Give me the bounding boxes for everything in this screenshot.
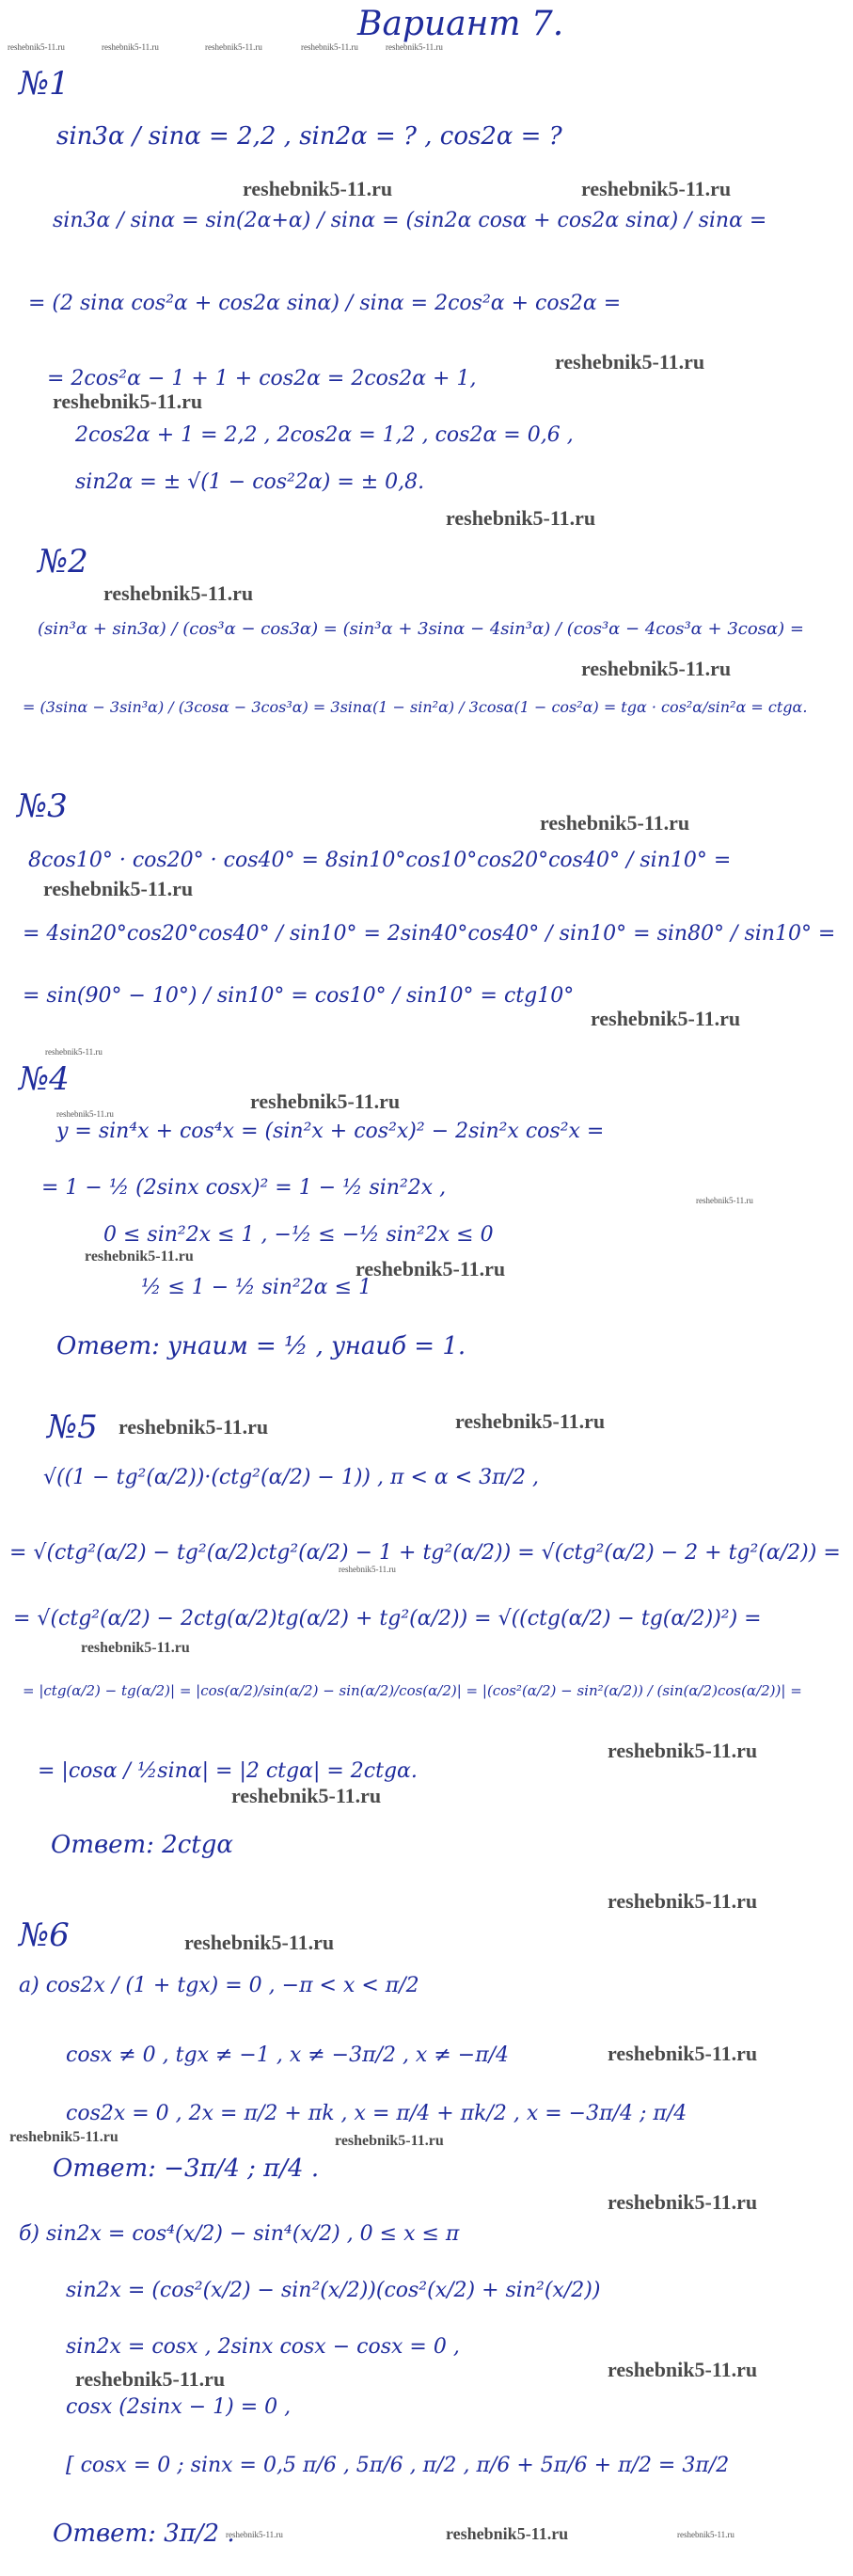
watermark: reshebnik5-11.ru bbox=[608, 2358, 758, 2381]
small-watermark: reshebnik5-11.ru bbox=[696, 1196, 753, 1205]
watermark: reshebnik5-11.ru bbox=[231, 1784, 382, 1807]
watermark: reshebnik5-11.ru bbox=[118, 1415, 269, 1439]
watermark: reshebnik5-11.ru bbox=[75, 2367, 226, 2391]
small-watermark: reshebnik5-11.ru bbox=[339, 1565, 396, 1574]
problem-label: №1 bbox=[19, 65, 70, 103]
small-watermark: reshebnik5-11.ru bbox=[56, 1109, 114, 1119]
answer-line: Ответ: yнаим = ½ , yнаиб = 1. bbox=[56, 1332, 466, 1360]
answer-line: Ответ: 3π/2 . bbox=[53, 2520, 235, 2548]
watermark: reshebnik5-11.ru bbox=[53, 390, 203, 413]
small-watermark: reshebnik5-11.ru bbox=[8, 42, 65, 52]
watermark: reshebnik5-11.ru bbox=[43, 877, 194, 900]
solution-line: = (2 sinα cos²α + cos2α sinα) / sinα = 2cos²α + cos2α = bbox=[28, 292, 622, 315]
watermark: reshebnik5-11.ru bbox=[581, 177, 732, 200]
watermark: reshebnik5-11.ru bbox=[446, 506, 596, 530]
watermark: reshebnik5-11.ru bbox=[355, 1257, 506, 1280]
solution-line: √((1 − tg²(α/2))·(ctg²(α/2) − 1)) , π < α < 3π/2 , bbox=[43, 1466, 540, 1489]
answer-line: Ответ: −3π/4 ; π/4 . bbox=[53, 2155, 320, 2183]
solution-line: = 4sin20°cos20°cos40° / sin10° = 2sin40°cos40° / sin10° = sin80° / sin10° = bbox=[23, 922, 836, 946]
page-title: Вариант 7. bbox=[357, 5, 564, 43]
watermark: reshebnik5-11.ru bbox=[540, 811, 690, 835]
solution-line: = √(ctg²(α/2) − tg²(α/2)ctg²(α/2) − 1 + tg²(α/2)) = √(ctg²(α/2) − 2 + tg²(α/2)) = bbox=[9, 1541, 841, 1565]
watermark: reshebnik5-11.ru bbox=[455, 1409, 606, 1433]
problem-label: №3 bbox=[17, 787, 68, 825]
problem-given: sin3α / sinα = 2,2 , sin2α = ? , cos2α = ? bbox=[56, 122, 562, 151]
solution-line: = sin(90° − 10°) / sin10° = cos10° / sin10° = ctg10° bbox=[23, 984, 575, 1008]
watermark: reshebnik5-11.ru bbox=[581, 657, 732, 680]
small-watermark: reshebnik5-11.ru bbox=[677, 2530, 735, 2539]
watermark: reshebnik5-11.ru bbox=[608, 1889, 758, 1913]
watermark: reshebnik5-11.ru bbox=[184, 1931, 335, 1954]
solution-line: [ cosx = 0 ; sinx = 0,5 π/6 , 5π/6 , π/2 , π/6 + 5π/6 + π/2 = 3π/2 bbox=[66, 2454, 730, 2477]
watermark: reshebnik5-11.ru bbox=[335, 2133, 444, 2149]
problem-label: №2 bbox=[38, 543, 88, 580]
solution-line: a) cos2x / (1 + tgx) = 0 , −π < x < π/2 bbox=[19, 1974, 419, 1997]
watermark: reshebnik5-11.ru bbox=[555, 350, 705, 374]
watermark: reshebnik5-11.ru bbox=[591, 1007, 741, 1030]
solution-line: sin2α = ± √(1 − cos²2α) = ± 0,8. bbox=[75, 470, 425, 494]
watermark: reshebnik5-11.ru bbox=[81, 1640, 190, 1656]
small-watermark: reshebnik5-11.ru bbox=[226, 2530, 283, 2539]
watermark: reshebnik5-11.ru bbox=[608, 2190, 758, 2214]
watermark: reshebnik5-11.ru bbox=[243, 177, 393, 200]
solution-line: 8cos10° · cos20° · cos40° = 8sin10°cos10°cos20°cos40° / sin10° = bbox=[28, 849, 732, 872]
solution-line: cosx (2sinx − 1) = 0 , bbox=[66, 2395, 292, 2419]
problem-label: №6 bbox=[19, 1916, 70, 1954]
solution-line: sin2x = (cos²(x/2) − sin²(x/2))(cos²(x/2) + sin²(x/2)) bbox=[66, 2279, 601, 2302]
problem-label: №4 bbox=[19, 1060, 70, 1098]
solution-line: б) sin2x = cos⁴(x/2) − sin⁴(x/2) , 0 ≤ x ≤ π bbox=[19, 2222, 460, 2246]
solution-line: ½ ≤ 1 − ½ sin²2α ≤ 1 bbox=[141, 1276, 372, 1299]
solution-line: = 2cos²α − 1 + 1 + cos2α = 2cos2α + 1, bbox=[47, 367, 477, 390]
solution-line: = |ctg(α/2) − tg(α/2)| = |cos(α/2)/sin(α/2) − sin(α/2)/cos(α/2)| = |(cos²(α/2) − sin²(α/2)) / (sin(α/2)cos(α/2))| = bbox=[23, 1682, 802, 1699]
solution-line: cosx ≠ 0 , tgx ≠ −1 , x ≠ −3π/2 , x ≠ −π/4 bbox=[66, 2043, 510, 2067]
watermark: reshebnik5-11.ru bbox=[9, 2129, 118, 2145]
watermark: reshebnik5-11.ru bbox=[85, 1248, 194, 1264]
solution-line: sin3α / sinα = sin(2α+α) / sinα = (sin2α cosα + cos2α sinα) / sinα = bbox=[53, 209, 767, 232]
watermark: reshebnik5-11.ru bbox=[608, 1739, 758, 1762]
answer-line: Ответ: 2ctgα bbox=[51, 1831, 233, 1859]
watermark: reshebnik5-11.ru bbox=[103, 581, 254, 605]
small-watermark: reshebnik5-11.ru bbox=[102, 42, 159, 52]
solution-line: (sin³α + sin3α) / (cos³α − cos3α) = (sin³α + 3sinα − 4sin³α) / (cos³α − 4cos³α + 3cosα) = bbox=[38, 619, 804, 639]
solution-line: = |cosα / ½sinα| = |2 ctgα| = 2ctgα. bbox=[38, 1759, 418, 1783]
small-watermark: reshebnik5-11.ru bbox=[301, 42, 358, 52]
small-watermark: reshebnik5-11.ru bbox=[205, 42, 262, 52]
watermark: reshebnik5-11.ru bbox=[250, 1089, 401, 1113]
solution-line: = 1 − ½ (2sinx cosx)² = 1 − ½ sin²2x , bbox=[41, 1176, 447, 1200]
problem-label: №5 bbox=[47, 1408, 98, 1446]
small-watermark: reshebnik5-11.ru bbox=[45, 1047, 103, 1057]
solution-line: = (3sinα − 3sin³α) / (3cosα − 3cos³α) = 3sinα(1 − sin²α) / 3cosα(1 − cos²α) = tgα · cos²α/sin²α = ctgα. bbox=[23, 698, 808, 716]
solution-line: = √(ctg²(α/2) − 2ctg(α/2)tg(α/2) + tg²(α/2)) = √((ctg(α/2) − tg(α/2))²) = bbox=[13, 1607, 762, 1630]
solution-line: y = sin⁴x + cos⁴x = (sin²x + cos²x)² − 2sin²x cos²x = bbox=[56, 1120, 605, 1143]
small-watermark: reshebnik5-11.ru bbox=[386, 42, 443, 52]
solution-line: sin2x = cosx , 2sinx cosx − cosx = 0 , bbox=[66, 2335, 460, 2359]
watermark: reshebnik5-11.ru bbox=[608, 2042, 758, 2065]
solution-line: 0 ≤ sin²2x ≤ 1 , −½ ≤ −½ sin²2x ≤ 0 bbox=[103, 1223, 494, 1247]
watermark: reshebnik5-11.ru bbox=[446, 2524, 569, 2543]
solution-line: 2cos2α + 1 = 2,2 , 2cos2α = 1,2 , cos2α = 0,6 , bbox=[75, 423, 574, 447]
solution-line: cos2x = 0 , 2x = π/2 + πk , x = π/4 + πk/2 , x = −3π/4 ; π/4 bbox=[66, 2102, 687, 2125]
